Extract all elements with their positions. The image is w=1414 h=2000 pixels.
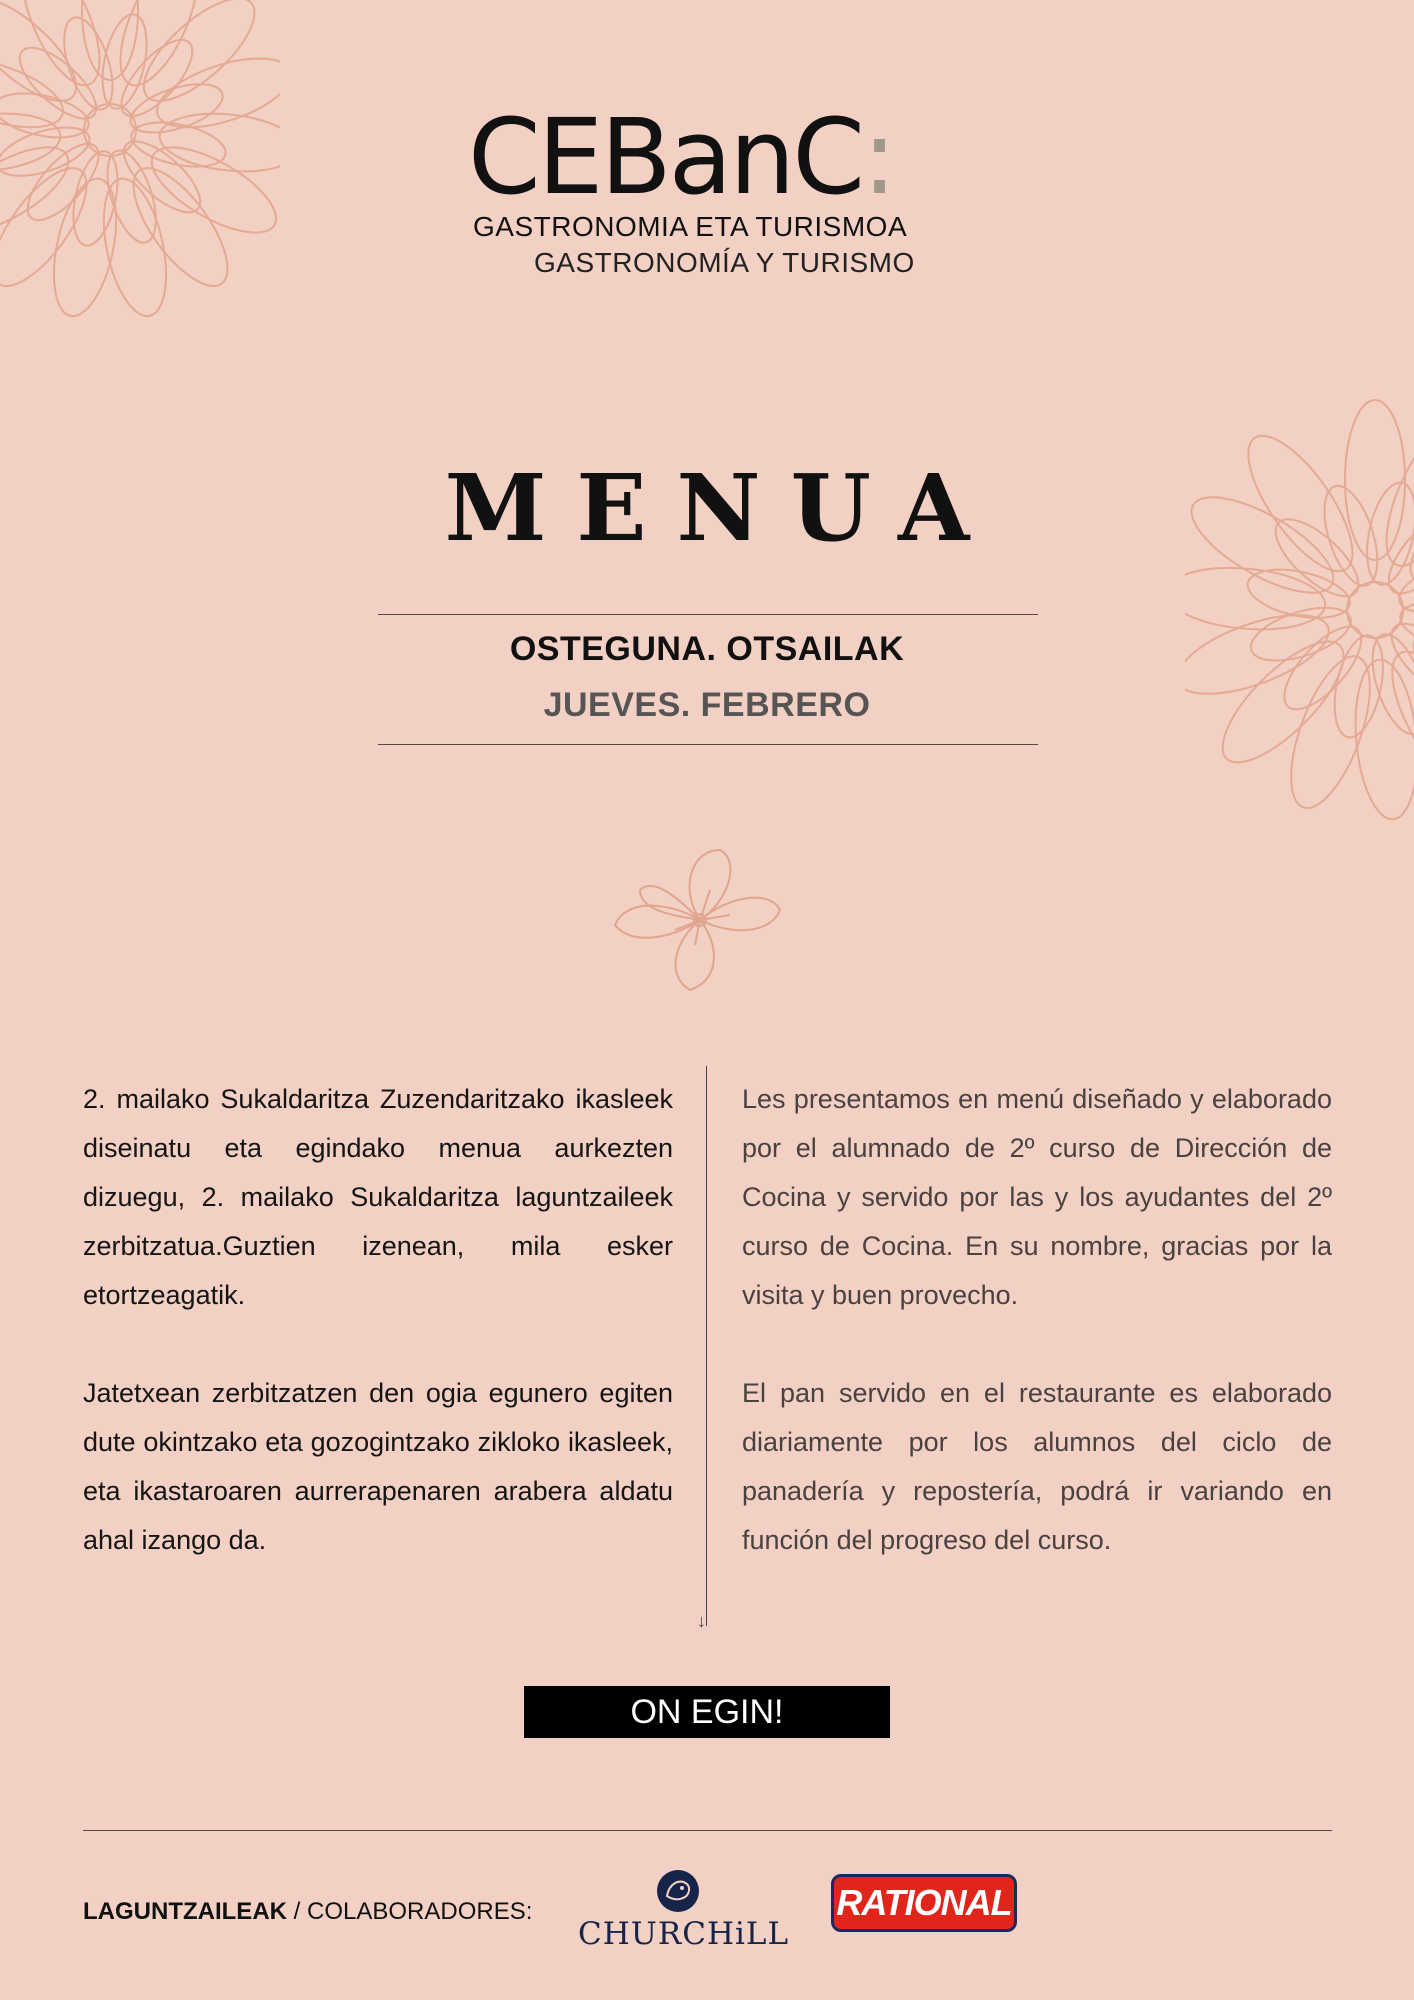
intro-basque (83, 1075, 673, 1614)
title-rule-top (378, 614, 1038, 615)
intro-eu-paragraph: 2. mailako Sukaldaritza Zuzendaritzako ikasleek diseinatu eta egindako menua aurkezten dizuegu, 2. mailako Sukaldaritza laguntzaileek zerbitzatua.Guztien izenean, mila esker etortzeagatik. (83, 1084, 673, 1310)
flower-right-icon (1185, 370, 1414, 850)
sponsors-label-eu: LAGUNTZAILEAK (83, 1898, 287, 1925)
sponsors-label (83, 1898, 532, 1926)
date-es: JUEVES. FEBRERO (543, 686, 871, 724)
cebanc-logo (468, 96, 948, 278)
logo-wordmark: CEBanC (468, 96, 862, 218)
intro-es-paragraph: Les presentamos en menú diseñado y elaborado por el alumnado de 2º curso de Dirección de Cocina y servido por las y los ayudantes del 2º curso de Cocina. En su nombre, gracias por la visita y buen provecho. (742, 1084, 1332, 1310)
logo-colon: : (861, 96, 894, 218)
footer-rule (83, 1830, 1332, 1831)
churchill-logo (578, 1868, 790, 1952)
intro-spanish (742, 1075, 1332, 1614)
logo-tagline-es: GASTRONOMÍA Y TURISMO (534, 247, 915, 278)
churchill-wordmark: CHURCHiLL (578, 1916, 790, 1952)
page-title: MENUA (444, 454, 1000, 562)
sponsors-label-es: COLABORADORES: (307, 1898, 533, 1925)
rational-wordmark: RATIONAL (836, 1882, 1012, 1923)
small-flower-icon (600, 840, 800, 1000)
arrow-down-icon: ↓ (697, 1611, 706, 1631)
date-eu: OSTEGUNA. OTSAILAK (509, 630, 905, 668)
column-divider (706, 1066, 707, 1626)
sponsors-separator: / (286, 1898, 307, 1925)
intro-es-paragraph: El pan servido en el restaurante es elaborado diariamente por los alumnos del ciclo de panadería y repostería, podrá ir variando en función del progreso del curso. (742, 1378, 1332, 1555)
rational-logo (831, 1874, 1017, 1932)
title-rule-bottom (378, 744, 1038, 745)
logo-tagline-eu: GASTRONOMIA ETA TURISMOA (473, 211, 908, 242)
intro-eu-paragraph: Jatetxean zerbitzatzen den ogia egunero egiten dute okintzako eta gozogintzako zikloko ikasleek, eta ikastaroaren aurrerapenaren arabera aldatu ahal izango da. (83, 1378, 673, 1555)
flower-top-left-icon (0, 0, 280, 340)
churchill-lion-icon (655, 1868, 701, 1914)
on-egin-button[interactable]: ON EGIN! (524, 1686, 890, 1738)
